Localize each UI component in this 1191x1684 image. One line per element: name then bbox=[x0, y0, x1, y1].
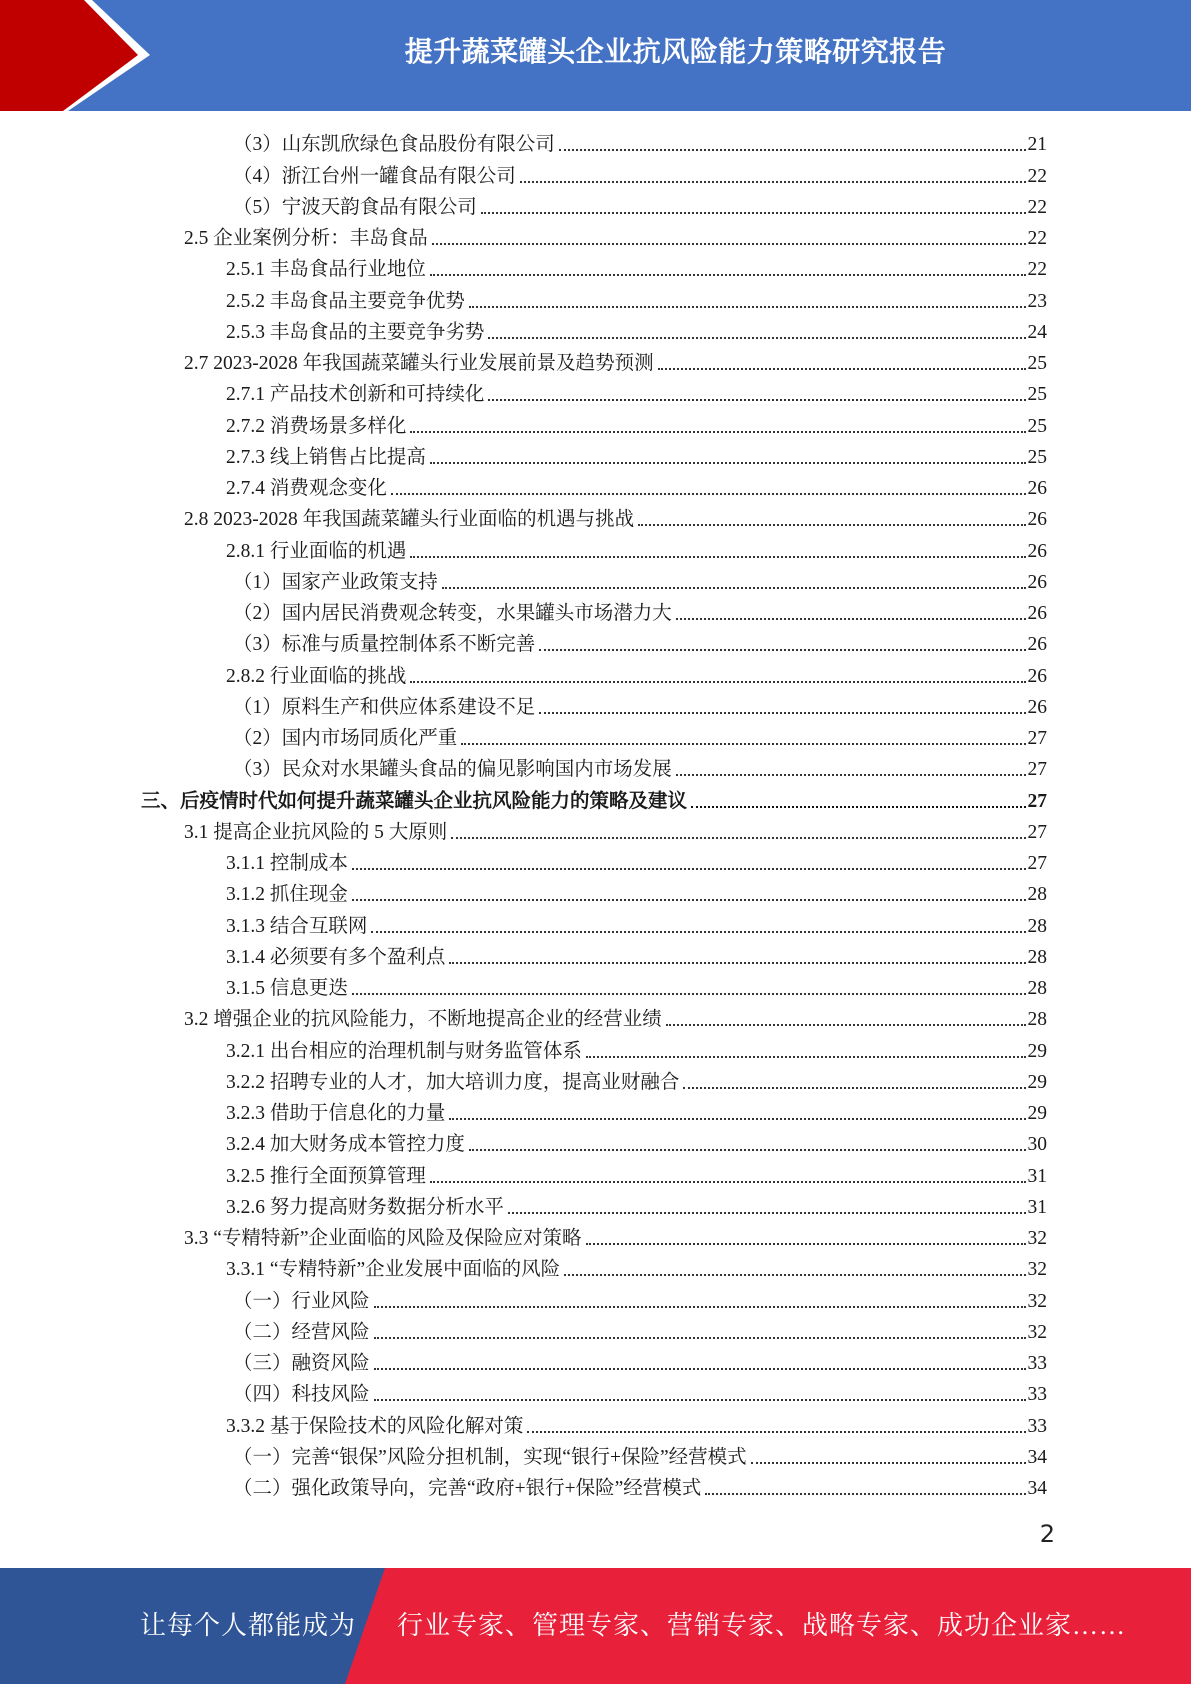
toc-dot-leader bbox=[374, 1306, 1026, 1308]
page-number: 2 bbox=[1039, 1520, 1055, 1548]
toc-entry[interactable] bbox=[0, 345, 1047, 376]
toc-entry-title: （一）行业风险 bbox=[233, 1290, 370, 1312]
toc-entry[interactable] bbox=[0, 439, 1047, 470]
toc-entry-title: （2）国内居民消费观念转变，水果罐头市场潜力大 bbox=[233, 603, 672, 624]
toc-entry-page: 25 bbox=[1027, 384, 1047, 406]
toc-entry-page: 29 bbox=[1027, 1071, 1047, 1093]
toc-entry-page: 34 bbox=[1027, 1478, 1047, 1499]
toc-entry-title: 3.2.3 借助于信息化的力量 bbox=[226, 1103, 446, 1124]
toc-dot-leader bbox=[488, 337, 1025, 339]
toc-entry-title: 2.8.2 行业面临的挑战 bbox=[226, 665, 407, 687]
toc-entry[interactable] bbox=[0, 814, 1047, 845]
toc-dot-leader bbox=[451, 837, 1025, 839]
toc-dot-leader bbox=[352, 868, 1026, 870]
toc-entry-page: 28 bbox=[1027, 978, 1047, 999]
toc-entry-title: 3.2.4 加大财务成本管控力度 bbox=[226, 1134, 465, 1156]
toc-dot-leader bbox=[658, 368, 1026, 370]
toc-entry-title: 2.5 企业案例分析：丰岛食品 bbox=[184, 228, 428, 249]
toc-entry-title: 3.1.3 结合互联网 bbox=[226, 915, 368, 937]
toc-entry-title: （四）科技风险 bbox=[233, 1384, 370, 1406]
toc-entry-page: 28 bbox=[1027, 915, 1047, 937]
toc-entry-page: 23 bbox=[1027, 290, 1047, 312]
toc-dot-leader bbox=[751, 1462, 1026, 1464]
toc-entry[interactable] bbox=[0, 939, 1047, 970]
toc-entry[interactable] bbox=[0, 189, 1047, 220]
page-footer bbox=[0, 1568, 1191, 1684]
toc-entry[interactable] bbox=[0, 314, 1047, 345]
toc-entry[interactable] bbox=[0, 689, 1047, 720]
toc-entry-page: 26 bbox=[1027, 509, 1047, 531]
toc-entry-page: 31 bbox=[1027, 1165, 1047, 1187]
toc-entry-page: 33 bbox=[1027, 1415, 1047, 1437]
toc-entry-page: 32 bbox=[1027, 1259, 1047, 1281]
toc-entry-title: 2.8 2023-2028 年我国蔬菜罐头行业面临的机遇与挑战 bbox=[184, 509, 635, 531]
toc-entry[interactable] bbox=[0, 282, 1047, 313]
toc-entry-page: 31 bbox=[1027, 1196, 1047, 1218]
toc-entry-page: 26 bbox=[1027, 571, 1047, 593]
toc-entry-page: 26 bbox=[1027, 478, 1047, 499]
toc-entry-title: （二）强化政策导向，完善“政府+银行+保险”经营模式 bbox=[233, 1478, 702, 1499]
toc-entry-title: （5）宁波天韵食品有限公司 bbox=[233, 196, 477, 218]
toc-dot-leader bbox=[676, 618, 1026, 620]
header-arrow-decoration bbox=[0, 0, 150, 111]
toc-entry-title: （3）民众对水果罐头食品的偏见影响国内市场发展 bbox=[233, 759, 672, 781]
toc-dot-leader bbox=[374, 1399, 1026, 1401]
toc-entry-title: 3.2.6 努力提高财务数据分析水平 bbox=[226, 1196, 504, 1218]
toc-entry-page: 22 bbox=[1027, 259, 1047, 281]
table-of-contents bbox=[0, 126, 1191, 1501]
toc-entry-title: 2.5.3 丰岛食品的主要竞争劣势 bbox=[226, 321, 485, 343]
toc-entry[interactable] bbox=[0, 1407, 1047, 1438]
toc-entry[interactable] bbox=[0, 845, 1047, 876]
toc-dot-leader bbox=[469, 306, 1026, 308]
toc-entry-title: 2.7 2023-2028 年我国蔬菜罐头行业发展前景及趋势预测 bbox=[184, 353, 654, 374]
toc-entry[interactable] bbox=[0, 1032, 1047, 1063]
toc-dot-leader bbox=[488, 399, 1025, 401]
toc-entry[interactable] bbox=[0, 876, 1047, 907]
toc-entry[interactable] bbox=[0, 220, 1047, 251]
toc-entry-title: （二）经营风险 bbox=[233, 1321, 370, 1343]
toc-entry[interactable] bbox=[0, 501, 1047, 532]
toc-entry-page: 25 bbox=[1027, 415, 1047, 437]
toc-entry-page: 22 bbox=[1027, 228, 1047, 249]
toc-entry-title: 三、后疫情时代如何提升蔬菜罐头企业抗风险能力的策略及建议 bbox=[141, 790, 688, 812]
toc-entry[interactable] bbox=[0, 657, 1047, 688]
toc-entry-page: 29 bbox=[1027, 1103, 1047, 1124]
toc-entry[interactable] bbox=[0, 1064, 1047, 1095]
toc-entry-page: 21 bbox=[1027, 134, 1047, 156]
toc-entry-title: 2.5.2 丰岛食品主要竞争优势 bbox=[226, 290, 465, 312]
toc-entry-page: 22 bbox=[1027, 165, 1047, 187]
toc-dot-leader bbox=[520, 181, 1026, 183]
toc-entry-page: 30 bbox=[1027, 1134, 1047, 1156]
toc-dot-leader bbox=[430, 274, 1026, 276]
toc-entry-page: 27 bbox=[1027, 790, 1047, 812]
toc-entry-page: 28 bbox=[1027, 946, 1047, 968]
toc-dot-leader bbox=[391, 493, 1026, 495]
toc-entry-page: 26 bbox=[1027, 696, 1047, 718]
toc-entry-page: 22 bbox=[1027, 196, 1047, 218]
toc-entry[interactable] bbox=[0, 1001, 1047, 1032]
toc-dot-leader bbox=[481, 212, 1026, 214]
toc-entry[interactable] bbox=[0, 564, 1047, 595]
toc-entry[interactable] bbox=[0, 782, 1047, 813]
toc-entry-page: 26 bbox=[1027, 634, 1047, 656]
toc-dot-leader bbox=[410, 681, 1025, 683]
toc-dot-leader bbox=[352, 899, 1026, 901]
toc-entry-page: 25 bbox=[1027, 446, 1047, 468]
toc-entry-page: 27 bbox=[1027, 759, 1047, 781]
toc-entry[interactable] bbox=[0, 532, 1047, 563]
toc-dot-leader bbox=[539, 649, 1025, 651]
toc-dot-leader bbox=[559, 149, 1026, 151]
toc-entry-title: 3.2.1 出台相应的治理机制与财务监管体系 bbox=[226, 1040, 582, 1062]
toc-entry[interactable] bbox=[0, 376, 1047, 407]
toc-dot-leader bbox=[586, 1243, 1026, 1245]
toc-entry-page: 34 bbox=[1027, 1446, 1047, 1468]
toc-dot-leader bbox=[352, 993, 1026, 995]
toc-dot-leader bbox=[539, 712, 1025, 714]
toc-entry-title: 3.1.2 抓住现金 bbox=[226, 884, 348, 906]
toc-entry-title: 3.1.5 信息更迭 bbox=[226, 978, 348, 999]
toc-entry-title: 3.1.4 必须要有多个盈利点 bbox=[226, 946, 446, 968]
toc-dot-leader bbox=[461, 743, 1025, 745]
toc-dot-leader bbox=[374, 1368, 1026, 1370]
toc-entry-title: 3.2.5 推行全面预算管理 bbox=[226, 1165, 426, 1187]
toc-entry-page: 33 bbox=[1027, 1353, 1047, 1374]
toc-entry[interactable] bbox=[0, 1251, 1047, 1282]
toc-entry-page: 26 bbox=[1027, 665, 1047, 687]
toc-entry[interactable] bbox=[0, 1095, 1047, 1126]
toc-dot-leader bbox=[430, 1181, 1026, 1183]
toc-entry-page: 27 bbox=[1027, 821, 1047, 843]
toc-entry[interactable] bbox=[0, 407, 1047, 438]
toc-dot-leader bbox=[666, 1024, 1026, 1026]
toc-entry[interactable] bbox=[0, 1345, 1047, 1376]
document-title: 提升蔬菜罐头企业抗风险能力策略研究报告 bbox=[404, 35, 947, 68]
toc-entry-title: 2.7.2 消费场景多样化 bbox=[226, 415, 407, 437]
toc-entry-page: 32 bbox=[1027, 1290, 1047, 1312]
toc-dot-leader bbox=[683, 1087, 1025, 1089]
toc-dot-leader bbox=[449, 1118, 1025, 1120]
toc-entry-title: （3）山东凯欣绿色食品股份有限公司 bbox=[233, 134, 555, 156]
toc-entry[interactable] bbox=[0, 251, 1047, 282]
toc-entry-page: 32 bbox=[1027, 1321, 1047, 1343]
toc-entry[interactable] bbox=[0, 907, 1047, 938]
header-arrow-shape bbox=[0, 0, 138, 111]
toc-entry[interactable] bbox=[0, 157, 1047, 188]
toc-dot-leader bbox=[410, 556, 1025, 558]
toc-dot-leader bbox=[442, 587, 1026, 589]
toc-entry-title: 2.5.1 丰岛食品行业地位 bbox=[226, 259, 426, 281]
toc-entry-page: 28 bbox=[1027, 884, 1047, 906]
toc-dot-leader bbox=[564, 1274, 1025, 1276]
toc-dot-leader bbox=[705, 1493, 1025, 1495]
footer-slogan-right: 行业专家、管理专家、营销专家、战略专家、成功企业家…… bbox=[397, 1611, 1127, 1640]
toc-entry-title: 2.7.1 产品技术创新和可持续化 bbox=[226, 384, 485, 406]
toc-entry-title: 2.8.1 行业面临的机遇 bbox=[226, 540, 407, 562]
toc-dot-leader bbox=[469, 1149, 1026, 1151]
toc-entry-page: 27 bbox=[1027, 853, 1047, 874]
toc-dot-leader bbox=[676, 774, 1026, 776]
toc-dot-leader bbox=[430, 462, 1026, 464]
page-header bbox=[0, 0, 1191, 111]
toc-entry-title: （1）原料生产和供应体系建设不足 bbox=[233, 696, 536, 718]
toc-dot-leader bbox=[691, 806, 1025, 808]
toc-entry[interactable] bbox=[0, 595, 1047, 626]
toc-entry-page: 28 bbox=[1027, 1009, 1047, 1031]
toc-entry[interactable] bbox=[0, 1126, 1047, 1157]
toc-dot-leader bbox=[432, 243, 1026, 245]
toc-entry-title: 3.1 提高企业抗风险的 5 大原则 bbox=[184, 821, 448, 843]
toc-entry-title: （2）国内市场同质化严重 bbox=[233, 728, 458, 749]
toc-entry-title: （3）标准与质量控制体系不断完善 bbox=[233, 634, 536, 656]
toc-dot-leader bbox=[527, 1431, 1025, 1433]
toc-entry[interactable] bbox=[0, 720, 1047, 751]
toc-entry[interactable] bbox=[0, 1439, 1047, 1470]
toc-entry-page: 29 bbox=[1027, 1040, 1047, 1062]
toc-dot-leader bbox=[638, 524, 1025, 526]
toc-entry[interactable] bbox=[0, 126, 1047, 157]
toc-entry[interactable] bbox=[0, 970, 1047, 1001]
toc-entry-title: （一）完善“银保”风险分担机制，实现“银行+保险”经营模式 bbox=[233, 1446, 747, 1468]
toc-entry[interactable] bbox=[0, 1220, 1047, 1251]
toc-entry[interactable] bbox=[0, 1189, 1047, 1220]
toc-entry[interactable] bbox=[0, 1470, 1047, 1501]
toc-entry[interactable] bbox=[0, 751, 1047, 782]
toc-entry-title: （1）国家产业政策支持 bbox=[233, 571, 438, 593]
toc-dot-leader bbox=[371, 931, 1025, 933]
toc-entry-page: 26 bbox=[1027, 540, 1047, 562]
toc-entry[interactable] bbox=[0, 1282, 1047, 1313]
footer-slogan-left: 让每个人都能成为 bbox=[140, 1611, 357, 1640]
toc-entry-title: 3.2 增强企业的抗风险能力，不断地提高企业的经营业绩 bbox=[184, 1009, 662, 1031]
toc-entry-title: （三）融资风险 bbox=[233, 1353, 370, 1374]
toc-entry[interactable] bbox=[0, 626, 1047, 657]
toc-entry[interactable] bbox=[0, 1314, 1047, 1345]
toc-entry[interactable] bbox=[0, 1157, 1047, 1188]
toc-entry-page: 33 bbox=[1027, 1384, 1047, 1406]
toc-entry-title: 3.3.2 基于保险技术的风险化解对策 bbox=[226, 1415, 524, 1437]
toc-entry-title: 3.1.1 控制成本 bbox=[226, 853, 348, 874]
toc-dot-leader bbox=[410, 431, 1025, 433]
toc-entry-title: （4）浙江台州一罐食品有限公司 bbox=[233, 165, 516, 187]
toc-entry-page: 26 bbox=[1027, 603, 1047, 624]
toc-entry[interactable] bbox=[0, 1376, 1047, 1407]
toc-entry-page: 24 bbox=[1027, 321, 1047, 343]
toc-dot-leader bbox=[508, 1212, 1026, 1214]
toc-entry-page: 27 bbox=[1027, 728, 1047, 749]
toc-entry-page: 32 bbox=[1027, 1228, 1047, 1249]
toc-entry[interactable] bbox=[0, 470, 1047, 501]
toc-dot-leader bbox=[374, 1337, 1026, 1339]
toc-entry-title: 3.2.2 招聘专业的人才，加大培训力度，提高业财融合 bbox=[226, 1071, 680, 1093]
toc-entry-page: 25 bbox=[1027, 353, 1047, 374]
toc-entry-title: 2.7.3 线上销售占比提高 bbox=[226, 446, 426, 468]
toc-entry-title: 2.7.4 消费观念变化 bbox=[226, 478, 387, 499]
toc-dot-leader bbox=[586, 1056, 1026, 1058]
toc-dot-leader bbox=[449, 962, 1025, 964]
toc-entry-title: 3.3.1 “专精特新”企业发展中面临的风险 bbox=[226, 1259, 561, 1281]
toc-entry-title: 3.3 “专精特新”企业面临的风险及保险应对策略 bbox=[184, 1228, 582, 1249]
